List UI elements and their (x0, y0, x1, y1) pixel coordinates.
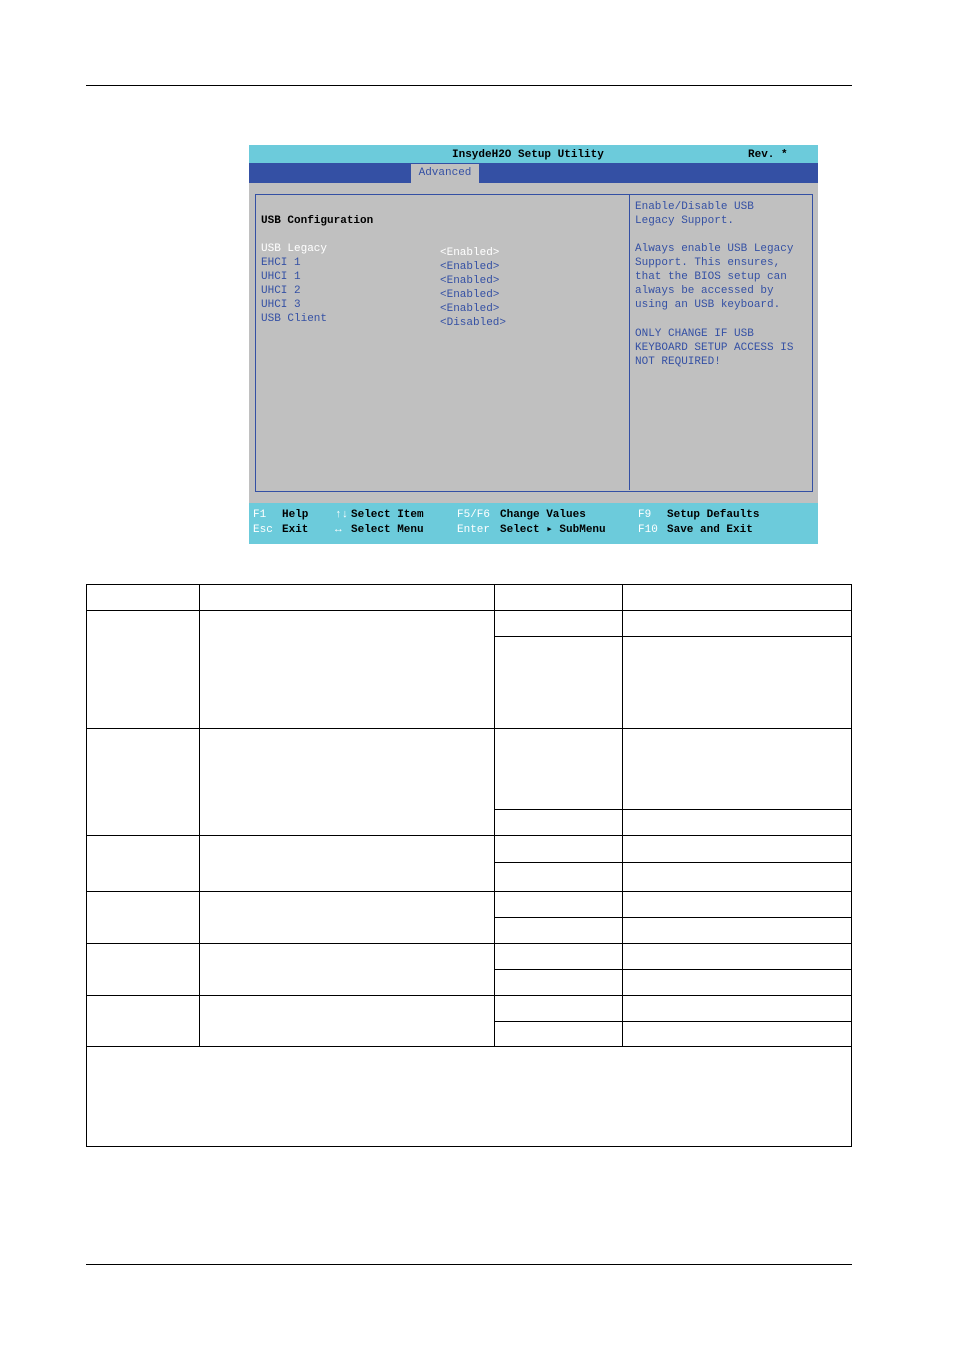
value-uhci-3[interactable]: <Enabled> (440, 303, 500, 315)
help-line: NOT REQUIRED! (635, 356, 721, 368)
key-f5f6: F5/F6 (457, 509, 491, 521)
menu-item-usb-legacy[interactable]: USB Legacy (261, 243, 328, 255)
menu-item-uhci-3[interactable]: UHCI 3 (261, 299, 301, 311)
updown-arrows-icon: ↑↓ (335, 509, 349, 521)
key-f9-desc: Setup Defaults (667, 509, 760, 521)
help-line: Legacy Support. (635, 215, 735, 227)
key-esc: Esc (253, 524, 273, 536)
bios-revision: Rev. * (748, 149, 788, 161)
table-row-divider (86, 835, 852, 836)
section-title: USB Configuration (261, 215, 374, 227)
bios-panel-divider (629, 195, 630, 490)
value-usb-client[interactable]: <Disabled> (440, 317, 507, 329)
help-line: that the BIOS setup can (635, 271, 787, 283)
key-enter: Enter (457, 524, 491, 536)
help-line: KEYBOARD SETUP ACCESS IS (635, 342, 794, 354)
table-row-divider (86, 943, 852, 944)
header-rule (86, 85, 852, 86)
menu-item-ehci-1[interactable]: EHCI 1 (261, 257, 301, 269)
table-row-divider (86, 1046, 852, 1047)
bios-title-bar (249, 145, 818, 163)
key-leftright-desc: Select Menu (351, 524, 424, 536)
table-subrow-divider (494, 917, 852, 918)
key-f1: F1 (253, 509, 267, 521)
table-row-divider (86, 995, 852, 996)
menu-item-uhci-1[interactable]: UHCI 1 (261, 271, 301, 283)
table-border-right (851, 584, 852, 1147)
key-f5f6-desc: Change Values (500, 509, 586, 521)
key-f9: F9 (638, 509, 652, 521)
bios-setup-screenshot (249, 145, 818, 544)
footer-rule (86, 1264, 852, 1265)
value-uhci-1[interactable]: <Enabled> (440, 275, 500, 287)
table-subrow-divider (494, 809, 852, 810)
value-usb-legacy[interactable]: <Enabled> (440, 247, 500, 259)
key-f1-desc: Help (282, 509, 309, 521)
table-col-divider (622, 584, 623, 1046)
value-ehci-1[interactable]: <Enabled> (440, 261, 500, 273)
value-uhci-2[interactable]: <Enabled> (440, 289, 500, 301)
table-border-left (86, 584, 87, 1147)
table-subrow-divider (494, 636, 852, 637)
help-line: Always enable USB Legacy (635, 243, 794, 255)
help-line: ONLY CHANGE IF USB (635, 328, 754, 340)
bios-title: InsydeH2O Setup Utility (452, 149, 604, 161)
table-subrow-divider (494, 1021, 852, 1022)
key-updown-desc: Select Item (351, 509, 424, 521)
table-col-divider (199, 584, 200, 1046)
table-row-divider (86, 728, 852, 729)
table-subrow-divider (494, 862, 852, 863)
bios-footer (249, 503, 818, 544)
leftright-arrows-icon: ↔ (335, 524, 342, 536)
help-line: Enable/Disable USB (635, 201, 754, 213)
table-row-divider (86, 891, 852, 892)
table-col-divider (494, 584, 495, 1046)
table-border-top (86, 584, 852, 585)
menu-item-usb-client[interactable]: USB Client (261, 313, 328, 325)
help-line: Support. This ensures, (635, 257, 781, 269)
key-f10-desc: Save and Exit (667, 524, 753, 536)
menu-item-uhci-2[interactable]: UHCI 2 (261, 285, 301, 297)
key-esc-desc: Exit (282, 524, 309, 536)
bios-menu-bar (249, 163, 818, 183)
table-row-divider (86, 610, 852, 611)
key-f10: F10 (638, 524, 658, 536)
settings-table (86, 584, 852, 1147)
tab-advanced[interactable]: Advanced (411, 164, 479, 183)
help-line: using an USB keyboard. (635, 299, 781, 311)
key-enter-desc: Select ▸ SubMenu (500, 524, 606, 536)
table-subrow-divider (494, 969, 852, 970)
table-border-bottom (86, 1146, 852, 1147)
help-line: always be accessed by (635, 285, 774, 297)
